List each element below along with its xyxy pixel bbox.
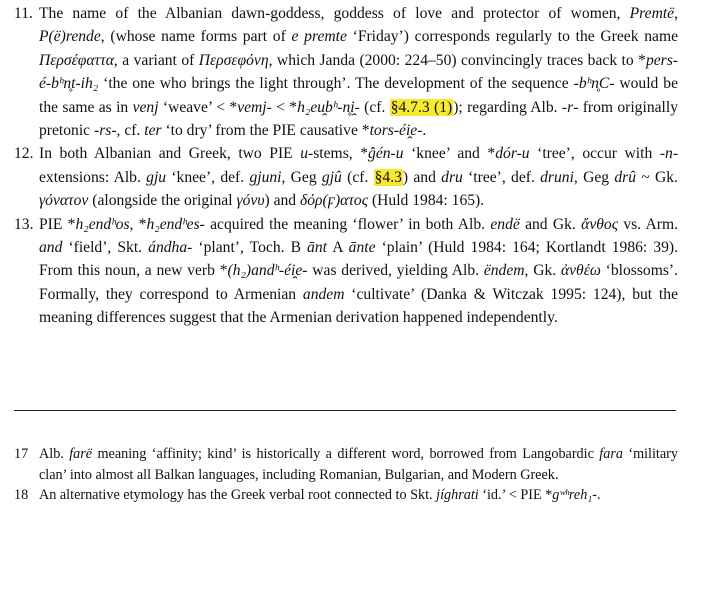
item-number: 12. <box>14 145 34 163</box>
numbered-list <box>14 2 678 330</box>
list-item-12: 12. In both Albanian and Greek, two PIE u-stems, *ĝén-u ‘knee’ and *dór-u ‘tree’, occur with -n- extensions: Alb. gju ‘knee’, def. gjuni, Geg gjû (cf. §4.3) and dru ‘tree’, def. druni, Geg drû ~ Gk. γόνατον (alongside the original γόνυ) and δόρ(ϝ)ατος (Huld 1984: 165). <box>14 142 678 212</box>
list-item-11: 11. The name of the Albanian dawn-goddess, goddess of love and protector of women, Premtë, P(ë)rende, (whose name forms part of e premte ‘Friday’) corresponds regularly to the Greek name Περσέφαττα, a variant of Περσεφόνη, which Janda (2000: 224–50) convincingly traces back to *pers-é-bʰn̥t-ih₂ ‘the one who brings the light through’. The development of the sequence -bʰn̥C- would be the same as in venj ‘weave’ < *vemj- < *h₂eu̯bʰ-n̥i̯- (cf. §4.7.3 (1)); regarding Alb. -r- from originally pretonic -rs-, cf. ter ‘to dry’ from the PIE causative *tors-éi̯e-. <box>14 2 678 142</box>
cross-reference-link[interactable]: §4.7.3 (1) <box>390 98 453 116</box>
footnote-separator <box>14 410 676 411</box>
list-item-13: 13. PIE *h₂endʰos, *h₂endʰes- acquired the meaning ‘flower’ in both Alb. endë and Gk. ἄνθος vs. Arm. and ‘field’, Skt. ándha- ‘plant’, Toch. B ānt A ānte ‘plain’ (Huld 1984: 164; Kortlandt 1986: 39). From this noun, a new verb *(h₂)andʰ-éi̯e- was derived, yielding Alb. ëndem, Gk. ἀνθέω ‘blossoms’. Formally, they correspond to Armenian andem ‘cultivate’ (Danka & Witczak 1995: 124), but the meaning differences suggest that the Armenian derivation happened independently. <box>14 213 678 330</box>
item-number: 11. <box>14 5 33 22</box>
footnote-number: 18 <box>14 487 29 503</box>
footnote-18: 18 An alternative etymology has the Greek verbal root connected to Skt. jíghrati ‘id.’ < PIE *gʷʰreh₁-. <box>14 485 678 506</box>
cross-reference-link[interactable]: §4.3 <box>374 168 402 186</box>
footnote-17: 17 Alb. farë meaning ‘affinity; kind’ is historically a different word, borrowed from Langobardic fara ‘military clan’ into almost all Balkan languages, including Romanian, Bulgarian, and Modern Greek. <box>14 446 678 483</box>
footnotes <box>14 444 678 506</box>
footnote-number: 17 <box>14 446 29 462</box>
item-number: 13. <box>14 215 34 233</box>
